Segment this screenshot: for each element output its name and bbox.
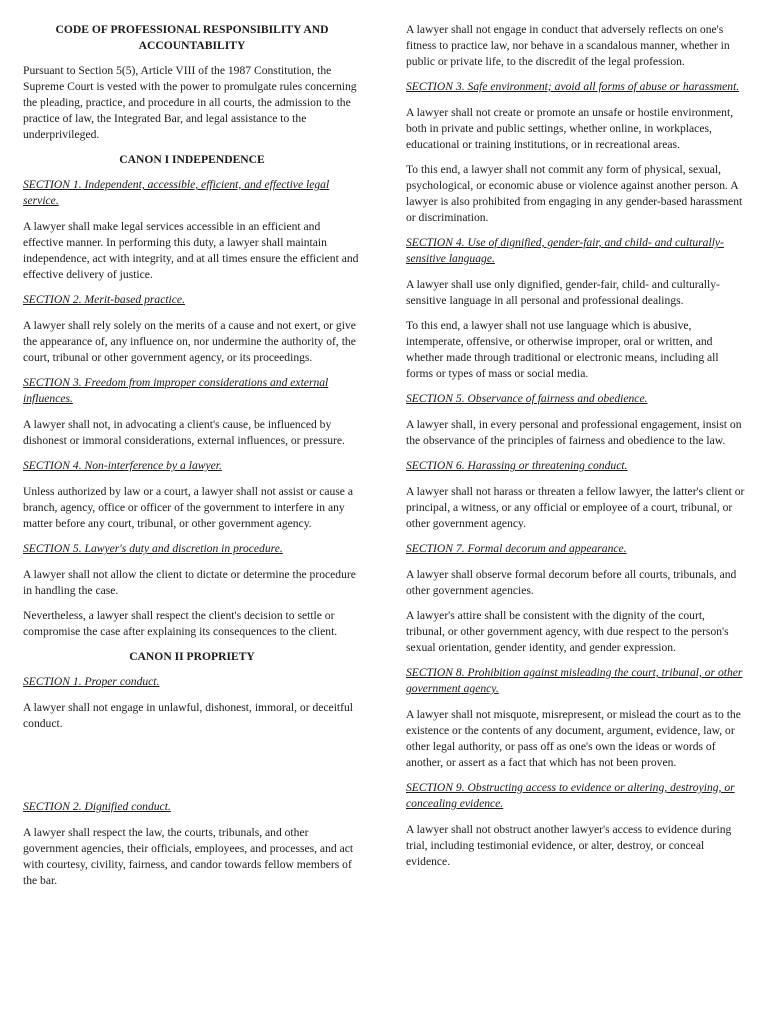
left-column xyxy=(23,22,361,898)
canon-2-section-9-title: SECTION 9. Obstructing access to evidence or altering, destroying, or concealing evidence. xyxy=(406,781,735,810)
canon-1-section-5-title: SECTION 5. Lawyer's duty and discretion in procedure. xyxy=(23,542,283,555)
canon-2-section-7-text-1: A lawyer shall observe formal decorum before all courts, tribunals, and other government agencies. xyxy=(406,568,737,597)
canon-2-section-8-text: A lawyer shall not misquote, misrepresent, or mislead the court as to the existence or the contents of any document, argument, evidence, law, or other legal authority, or pass off as one's own the ideas or words of another, or assert as a fact that which has not been proven. xyxy=(406,708,741,769)
canon-2-section-2-title: SECTION 2. Dignified conduct. xyxy=(23,800,171,813)
canon-2-section-5-text: A lawyer shall, in every personal and professional engagement, insist on the observance of the principles of fairness and obedience to the law. xyxy=(406,418,742,447)
canon-2-section-7-text-2: A lawyer's attire shall be consistent with the dignity of the court, tribunal, or other government agency, with due respect to the person's sexual orientation, gender identity, and gender expression. xyxy=(406,609,729,654)
canon-2-section-2-text-2: A lawyer shall not engage in conduct that adversely reflects on one's fitness to practice law, nor behave in a scandalous manner, whether in public or private life, to the discredit of the legal profession. xyxy=(406,23,730,68)
canon-1-section-4-text: Unless authorized by law or a court, a lawyer shall not assist or cause a branch, agency, office or officer of the government to interfere in any matter before any court, tribunal, or other government agency. xyxy=(23,485,353,530)
canon-2-section-4-title: SECTION 4. Use of dignified, gender-fair, and child- and culturally-sensitive language. xyxy=(406,236,724,265)
canon-2-section-3-text-1: A lawyer shall not create or promote an unsafe or hostile environment, both in private and public settings, whether online, in workplaces, educational or training institutions, or in recreational areas. xyxy=(406,106,734,151)
canon-1-section-1-text: A lawyer shall make legal services accessible in an efficient and effective manner. In performing this duty, a lawyer shall maintain independence, act with integrity, and at all times ensure the efficient and effective delivery of justice. xyxy=(23,220,359,281)
canon-2-section-3-title: SECTION 3. Safe environment; avoid all forms of abuse or harassment. xyxy=(406,80,740,93)
canon-1-heading: CANON I INDEPENDENCE xyxy=(119,153,265,166)
canon-2-section-2-text-1: A lawyer shall respect the law, the courts, tribunals, and other government agencies, their officials, employees, and processes, and act with courtesy, civility, fairness, and candor towards fellow members of the bar. xyxy=(23,826,354,887)
canon-1-section-1-title: SECTION 1. Independent, accessible, efficient, and effective legal service. xyxy=(23,178,330,207)
intro-paragraph: Pursuant to Section 5(5), Article VIII of the 1987 Constitution, the Supreme Court is vested with the power to promulgate rules concerning the pleading, practice, and procedure in all courts, the admission to the practice of law, the Integrated Bar, and legal assistance to the underprivileged. xyxy=(23,64,357,141)
canon-1-section-3-text: A lawyer shall not, in advocating a client's cause, be influenced by dishonest or immoral considerations, external influences, or pressure. xyxy=(23,418,345,447)
document-title xyxy=(23,22,361,54)
canon-2-section-4-text-2: To this end, a lawyer shall not use language which is abusive, intemperate, offensive, or otherwise improper, oral or written, and whether made through traditional or electronic means, including all forms or types of mass or social media. xyxy=(406,319,719,380)
canon-2-section-1-title: SECTION 1. Proper conduct. xyxy=(23,675,160,688)
canon-1-section-4-title: SECTION 4. Non-interference by a lawyer. xyxy=(23,459,222,472)
canon-1-section-2-title: SECTION 2. Merit-based practice. xyxy=(23,293,185,306)
canon-2-section-5-title: SECTION 5. Observance of fairness and obedience. xyxy=(406,392,648,405)
canon-2-section-6-text: A lawyer shall not harass or threaten a fellow lawyer, the latter's client or principal, a witness, or any official or employee of a court, tribunal, or other government agency. xyxy=(406,485,745,530)
document-title-line2: ACCOUNTABILITY xyxy=(138,39,246,52)
canon-2-section-8-title: SECTION 8. Prohibition against misleading the court, tribunal, or other government agency. xyxy=(406,666,743,695)
blank-space xyxy=(23,741,361,799)
canon-1-section-2-text: A lawyer shall rely solely on the merits of a cause and not exert, or give the appearance of, any influence on, nor undermine the authority of, the court, tribunal or other government agency, or its proceedings. xyxy=(23,319,356,364)
canon-1-section-3-title: SECTION 3. Freedom from improper considerations and external influences. xyxy=(23,376,329,405)
canon-1-section-5-text-1: A lawyer shall not allow the client to dictate or determine the procedure in handling the case. xyxy=(23,568,356,597)
canon-2-section-6-title: SECTION 6. Harassing or threatening conduct. xyxy=(406,459,628,472)
right-column xyxy=(406,22,746,879)
canon-2-section-3-text-2: To this end, a lawyer shall not commit any form of physical, sexual, psychological, or economic abuse or violence against another person. A lawyer is also prohibited from engaging in any gender-based harassment or discrimination. xyxy=(406,163,743,224)
canon-2-section-7-title: SECTION 7. Formal decorum and appearance. xyxy=(406,542,627,555)
canon-1-section-5-text-2: Nevertheless, a lawyer shall respect the client's decision to settle or compromise the case after explaining its consequences to the client. xyxy=(23,609,338,638)
canon-2-section-4-text-1: A lawyer shall use only dignified, gender-fair, child- and culturally-sensitive language in all personal and professional dealings. xyxy=(406,278,720,307)
canon-2-section-9-text: A lawyer shall not obstruct another lawyer's access to evidence during trial, including testimonial evidence, or alter, destroy, or conceal evidence. xyxy=(406,823,732,868)
canon-2-section-1-text: A lawyer shall not engage in unlawful, dishonest, immoral, or deceitful conduct. xyxy=(23,701,354,730)
document-title-line1: CODE OF PROFESSIONAL RESPONSIBILITY AND xyxy=(55,23,329,36)
canon-2-heading: CANON II PROPRIETY xyxy=(129,650,255,663)
